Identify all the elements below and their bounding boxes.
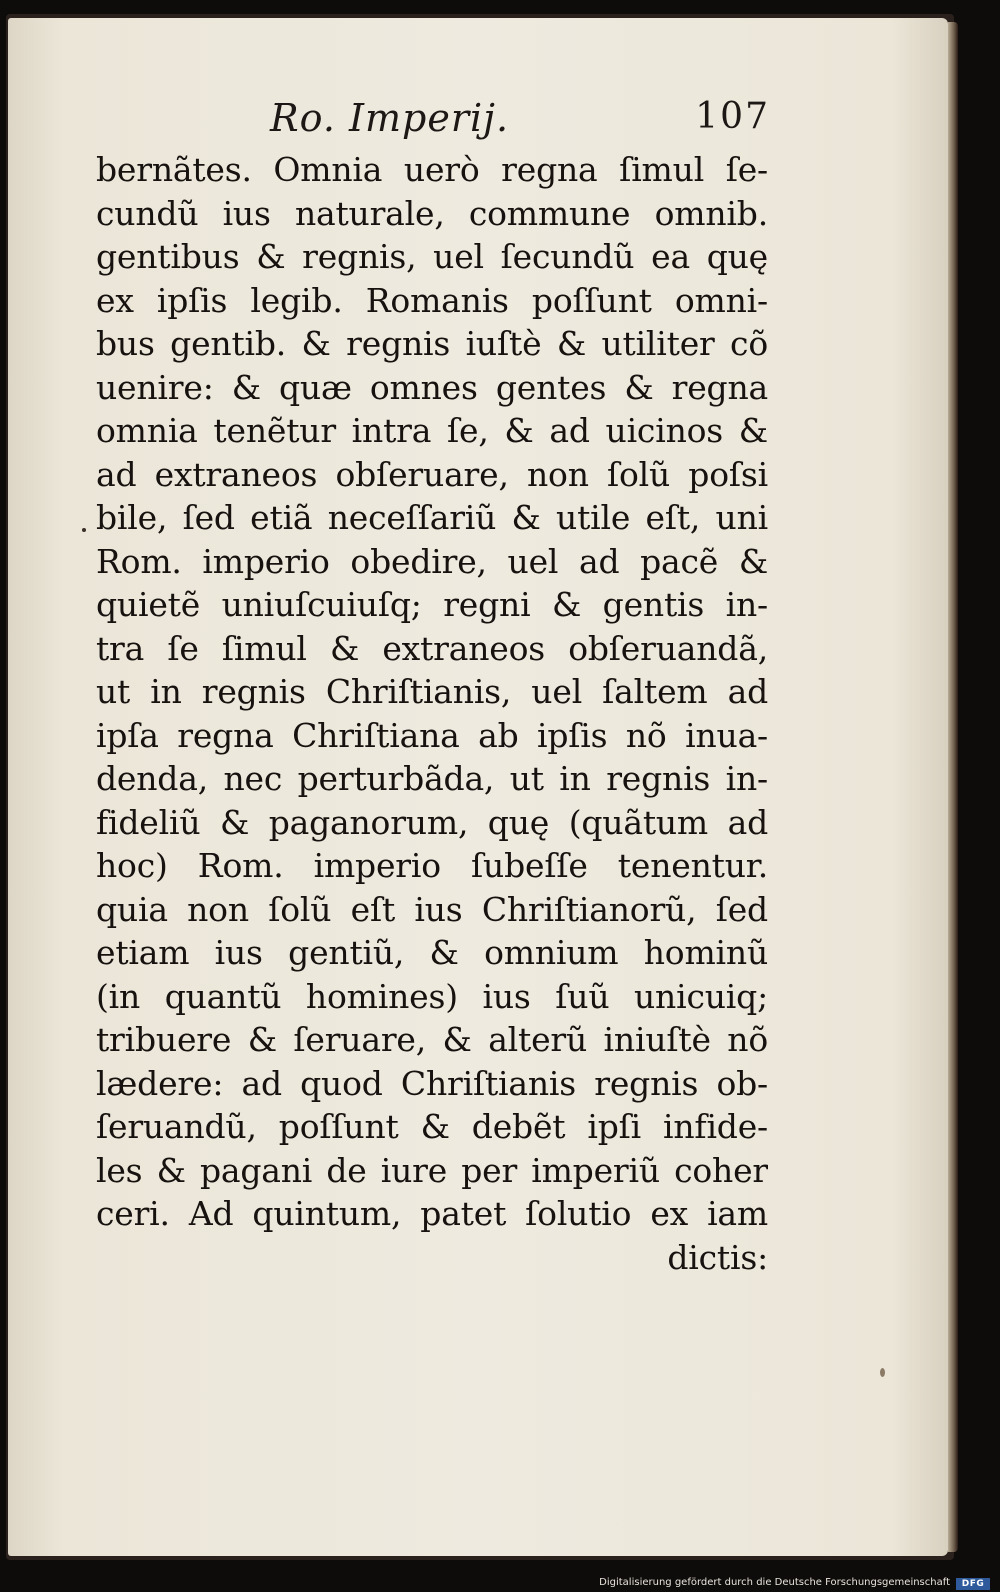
text-line: lædere: ad quod Chriſtianis regnis ob- [96, 1063, 768, 1103]
running-title: Ro. Imperij. [270, 96, 510, 140]
text-line: tribuere & ſeruare, & alterũ iniuſtè nõ [96, 1020, 768, 1059]
text-line: ſeruandũ, poſſunt & debẽt ipſi infide- [96, 1107, 768, 1146]
margin-mark [82, 528, 86, 532]
text-line: etiam ius gentiũ, & omnium hominũ [96, 933, 768, 972]
footer [0, 1578, 1000, 1592]
text-line: ex ipſis legib. Romanis poſſunt omni- [96, 280, 768, 320]
text-line: bernãtes. Omnia uerò regna ſimul ſe- [96, 150, 768, 189]
text-line: ceri. Ad quintum, patet ſolutio ex iam [96, 1194, 768, 1233]
text-line: dictis: [667, 1237, 768, 1277]
text-line: ipſa regna Chriſtiana ab ipſis nõ inua- [96, 715, 768, 755]
text-line: quietẽ uniuſcuiuſq; regni & gentis in- [96, 585, 768, 624]
page-number: 107 [695, 96, 770, 137]
text-line: bus gentib. & regnis iuſtè & utiliter cõ [96, 324, 768, 363]
text-line: Rom. imperio obedire, uel ad pacẽ & [96, 541, 768, 581]
text-line: bile, ſed etiã neceſſariũ & utile eſt, uni [96, 498, 768, 537]
text-line: omnia tenẽtur intra ſe, & ad uicinos & [96, 411, 768, 450]
text-line: cundũ ius naturale, commune omnib. [96, 193, 768, 233]
text-line: (in quantũ homines) ius ſuũ unicuiq; [96, 976, 768, 1016]
digitization-credit: Digitalisierung gefördert durch die Deutsche Forschungsgemeinschaft [599, 1577, 950, 1588]
text-line: ad extraneos obſeruare, non ſolũ poſsi [96, 454, 768, 494]
dfg-logo: DFG [956, 1578, 990, 1590]
text-line: uenire: & quæ omnes gentes & regna [96, 367, 768, 407]
paper-speck [880, 1368, 885, 1377]
page-header [270, 96, 770, 140]
text-line: fideliũ & paganorum, quę (quãtum ad [96, 802, 768, 842]
text-line: ut in regnis Chriſtianis, uel ſaltem ad [96, 672, 768, 711]
text-line: gentibus & regnis, uel ſecundũ ea quę [96, 237, 768, 276]
text-line: tra ſe ſimul & extraneos obſeruandã, [96, 628, 768, 668]
body-text [96, 148, 768, 1279]
text-line: denda, nec perturbãda, ut in regnis in- [96, 759, 768, 798]
text-line: quia non ſolũ eſt ius Chriſtianorũ, ſed [96, 889, 768, 929]
text-line: hoc) Rom. imperio ſubeſſe tenentur. [96, 846, 768, 885]
text-line: les & pagani de iure per imperiũ coher [96, 1150, 768, 1190]
page-edge [948, 22, 958, 1552]
